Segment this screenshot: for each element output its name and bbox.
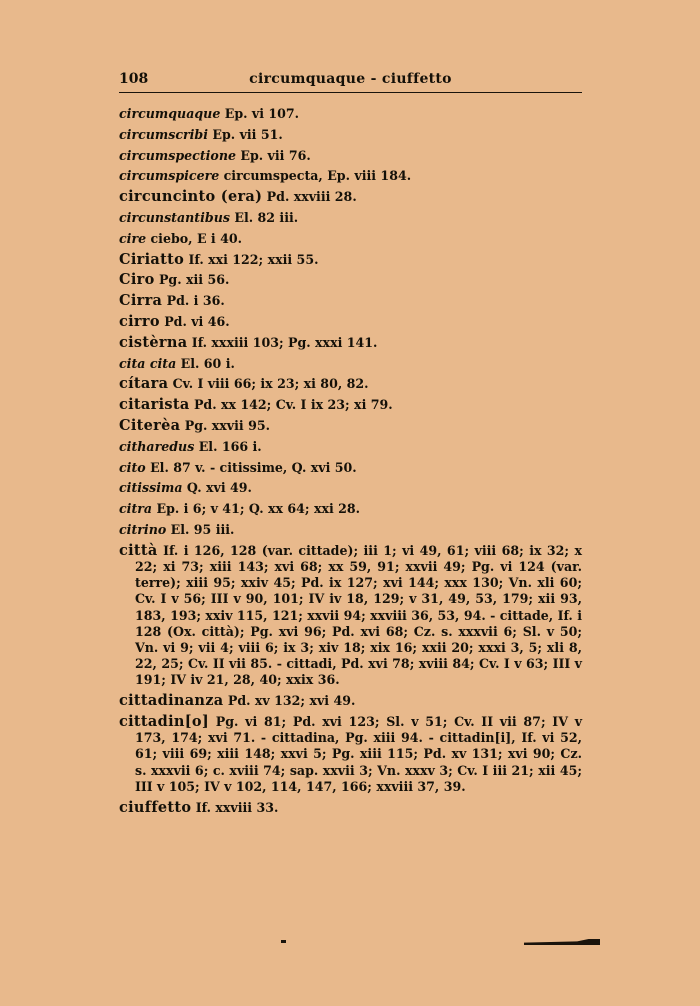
entry-headword: cire [119, 230, 147, 246]
dictionary-entry [119, 148, 582, 164]
entry-references: Ep. vii 51. [212, 126, 283, 142]
entry-headword: cistèrna [119, 333, 188, 351]
entry-references: Pd. vi 46. [164, 313, 230, 329]
entry-references: ciebo, E i 40. [150, 230, 243, 246]
printer-smudge [281, 940, 286, 943]
dictionary-entry [119, 543, 582, 689]
dictionary-entry [119, 335, 582, 351]
entry-references: If. i 126, 128 (var. cittade); iii 1; vi 49, 61; viii 68; ix 32; x 22; xi 73; xiii 143; xvi 68; xx 59, 91; xxvii 49; Pg. vi 124 (var. terre); xiii 95; xxiv 45; Pd. ix 127; xvi 144; xxx 130; Vn. xli 60; Cv. I v 56; III v 90, 101; IV iv 18, 129; v 31, 49, 53, 179; xii 93, 183, 193; xxiv 115, 121; xxvii 94; xxviii 36, 53, 94. - cittade, If. i 128 (Ox. città); Pg. xvi 96; Pd. xvi 68; Cz. s. xxxvii 6; Sl. v 50; Vn. vi 9; vii 4; viii 6; ix 3; xiv 18; xix 16; xxii 20; xxxi 3, 5; xli 8, 22, 25; Cv. II vii 85. - cittadi, Pd. xvi 78; xviii 84; Cv. I v 63; III v 191; IV iv 21, 28, 40; xxix 36. [135, 542, 582, 688]
dictionary-entry [119, 418, 582, 434]
entry-references: Pg. vi 81; Pd. xvi 123; Sl. v 51; Cv. II vii 87; IV v 173, 174; xvi 71. - cittadina, Pg. xiii 94. - cittadin[i], If. vi 52, 61; viii 69; xiii 148; xxvi 5; Pg. xiii 115; Pd. xv 131; xvi 90; Cz. s. xxxvii 6; c. xviii 74; sap. xxvii 3; Vn. xxxv 3; Cv. I iii 21; xii 45; III v 105; IV v 102, 114, 147, 166; xxviii 37, 39. [135, 713, 583, 794]
entry-references: If. xxi 122; xxii 55. [188, 251, 319, 267]
dictionary-entry [119, 460, 582, 476]
entry-references: circumspecta, Ep. viii 184. [223, 168, 412, 184]
dictionary-entry [119, 693, 582, 709]
dictionary-entry [119, 210, 582, 226]
dictionary-entry [119, 127, 582, 143]
entry-references: If. xxviii 33. [195, 799, 279, 815]
running-title: circumquaque - ciuffetto [249, 71, 452, 87]
entry-headword: circuncinto (era) [119, 188, 263, 206]
dictionary-entry [119, 168, 582, 184]
entry-headword: citarista [119, 396, 190, 414]
entry-references: Pd. xv 132; xvi 49. [227, 693, 356, 709]
entry-headword: circumspicere [119, 168, 220, 184]
page-header [119, 68, 582, 93]
entry-headword: cittadinanza [119, 692, 224, 710]
dictionary-entry [119, 314, 582, 330]
page-number: 108 [119, 71, 149, 87]
entry-headword: citharedus [119, 438, 195, 454]
entry-headword: cito [119, 459, 146, 475]
entry-headword: citrino [119, 521, 167, 537]
dictionary-entry [119, 231, 582, 247]
entry-references: Pd. xxviii 28. [266, 189, 357, 205]
entry-references: Ep. i 6; v 41; Q. xx 64; xxi 28. [156, 501, 361, 517]
entry-list [119, 106, 582, 820]
entry-references: Pg. xii 56. [158, 272, 230, 288]
dictionary-entry [119, 480, 582, 496]
entry-headword: citissima [119, 480, 183, 496]
entry-headword: cirro [119, 312, 160, 330]
dictionary-entry [119, 800, 582, 816]
entry-headword: ciuffetto [119, 798, 192, 816]
entry-references: Cv. I viii 66; ix 23; xi 80, 82. [172, 376, 369, 392]
entry-headword: cittadin[o] [119, 712, 210, 730]
entry-references: El. 60 i. [180, 355, 235, 371]
dictionary-entry [119, 501, 582, 517]
entry-headword: Citerèa [119, 416, 181, 434]
entry-headword: Cirra [119, 292, 163, 310]
entry-references: El. 95 iii. [170, 521, 235, 537]
entry-references: Pd. i 36. [166, 293, 225, 309]
entry-references: Q. xvi 49. [186, 480, 252, 496]
entry-headword: citra [119, 501, 153, 517]
entry-headword: cítara [119, 375, 169, 393]
dictionary-entry [119, 252, 582, 268]
entry-headword: circunstantibus [119, 209, 230, 225]
entry-references: If. xxxiii 103; Pg. xxxi 141. [191, 334, 378, 350]
dictionary-entry [119, 376, 582, 392]
entry-headword: circumscribi [119, 126, 209, 142]
dictionary-entry [119, 272, 582, 288]
dictionary-entry [119, 189, 582, 205]
dictionary-entry [119, 439, 582, 455]
entry-references: El. 87 v. - citissime, Q. xvi 50. [150, 459, 357, 475]
entry-headword: cita cita [119, 355, 177, 371]
entry-references: Ep. vii 76. [240, 147, 311, 163]
printer-ornament [524, 939, 600, 945]
entry-references: Ep. vi 107. [224, 106, 300, 121]
dictionary-entry [119, 714, 582, 795]
dictionary-entry [119, 106, 582, 122]
entry-references: Pd. xx 142; Cv. I ix 23; xi 79. [193, 397, 393, 413]
entry-headword: circumquaque [119, 106, 221, 121]
dictionary-entry [119, 397, 582, 413]
entry-references: El. 82 iii. [234, 209, 299, 225]
dictionary-entry [119, 522, 582, 538]
entry-headword: città [119, 541, 158, 559]
entry-references: Pg. xxvii 95. [184, 417, 270, 433]
entry-headword: Ciro [119, 271, 155, 289]
entry-headword: circumspectione [119, 147, 236, 163]
dictionary-entry [119, 356, 582, 372]
dictionary-entry [119, 293, 582, 309]
entry-headword: Ciriatto [119, 250, 185, 268]
entry-references: El. 166 i. [198, 438, 262, 454]
